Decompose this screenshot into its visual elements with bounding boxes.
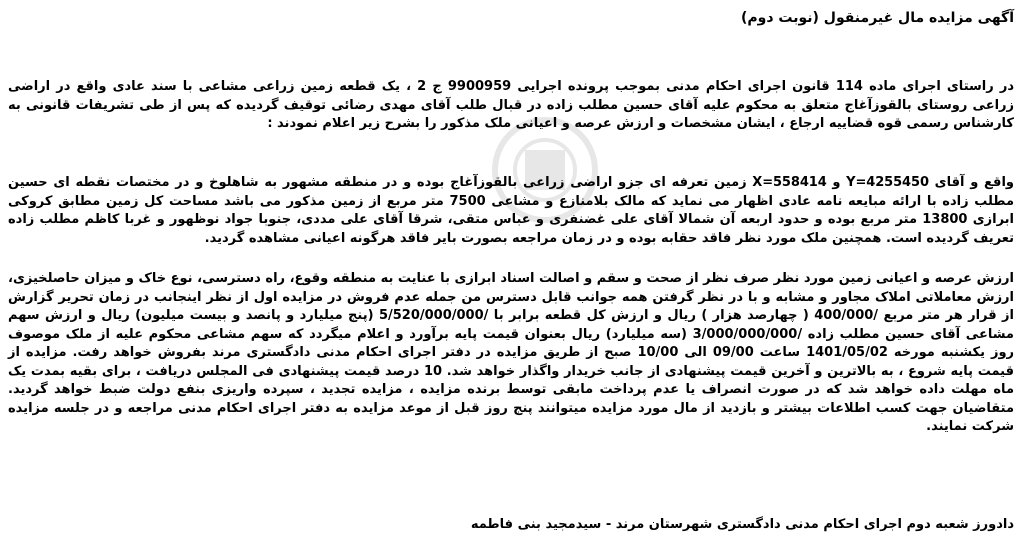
- signature-line: دادورز شعبه دوم اجرای احکام مدنی دادگستری شهرستان مرند - سیدمجید بنی فاطمه: [470, 517, 1014, 532]
- paragraph-property-description: واقع و آقای Y=4255450 و X=558414 زمین تعرفه ای جزو اراضی زراعی بالقوزآغاج بوده و در منطقه مشهور به شاهلوخ و در مختصات نقطه ای حسین مطلب زاده با ارائه مبایعه نامه عادی اظهار می نماید که مالک بلامنازع و مشاعی 7500 متر مربع از زمین مذکور می باشد مساحت کل زمین مطابق کروکی ابرازی 13800 متر مربع بوده و حدود اربعه آن شمالا آقای علی غضنفری و عباس متقی، شرقا آقای علی مددی، جنوبا جواد نوظهور و غربا کاظم مطلب زاده تعریف گردیده است. همچنین ملک مورد نظر فاقد حقابه بوده و در زمان مراجعه بصورت بایر فاقد هرگونه اعیانی مشاهده گردید.: [8, 175, 1015, 246]
- paragraph-valuation-and-auction-terms: ارزش عرصه و اعیانی زمین مورد نظر صرف نظر از صحت و سقم و اصالت اسناد ابرازی با عنایت به منطقه وقوع، راه دسترسی، نوع خاک و میزان حاصلخیزی، ارزش معاملاتی املاک مجاور و مشابه و با در نظر گرفتن همه جوانب قابل دسترس من جمله عدم فروش در مزایده اول از نظر اینجانب در زمان تحریر گزارش از قرار هر متر مربع /400/000 ( چهارصد هزار ) ریال و ارزش کل قطعه برابر با /5/520/000/000 (پنج میلیارد و پانصد و بیست میلیون) ریال و ارزش سهم مشاعی آقای حسین مطلب زاده /3/000/000/000 (سه میلیارد) ریال بعنوان قیمت پایه برآورد و اعلام میگردد که سهم مشاعی محکوم علیه از ملک موصوف روز یکشنبه مورخه 1401/05/02 ساعت 09/00 الی 10/00 صبح از طریق مزایده در دفتر اجرای احکام مدنی دادگستری مرند بفروش خواهد رفت. مزایده از قیمت پایه شروع ، به بالاترین و آخرین قیمت پیشنهادی از جانب خریدار واگذار خواهد شد. 10 درصد قیمت پیشنهادی فی المجلس دریافت ، برای بقیه بمدت یک ماه مهلت داده خواهد شد که در صورت انصراف یا عدم پرداخت مابقی توسط برنده مزایده ، مزایده تجدید ، سپرده واریزی بنفع دولت ضبط خواهد گردید. متقاضیان جهت کسب اطلاعات بیشتر و بازدید از مال مورد مزایده میتوانند پنج روز قبل از موعد مزایده به دفتر اجرای احکام مدنی مراجعه و در جلسه مزایده شرکت نمایند.: [8, 271, 1015, 434]
- paragraph-introduction: در راستای اجرای ماده 114 قانون اجرای احکام مدنی بموجب پرونده اجرایی 9900959 ج 2 ، یک قطعه زمین زراعی مشاعی با سند عادی واقع در اراضی زراعی روستای بالقوزآغاج متعلق به محکوم علیه آقای حسین مطلب زاده در قبال طلب آقای مهدی رضائی توقیف گردیده که پس از طی تشریفات قانونی به کارشناس رسمی قوه قضاییه ارجاع ، ایشان مشخصات و ارزش عرصه و اعیانی ملک مذکور را بشرح زیر اعلام نمودند :: [8, 79, 1015, 131]
- notice-title: آگهی مزایده مال غیرمنقول (نوبت دوم): [741, 10, 1014, 26]
